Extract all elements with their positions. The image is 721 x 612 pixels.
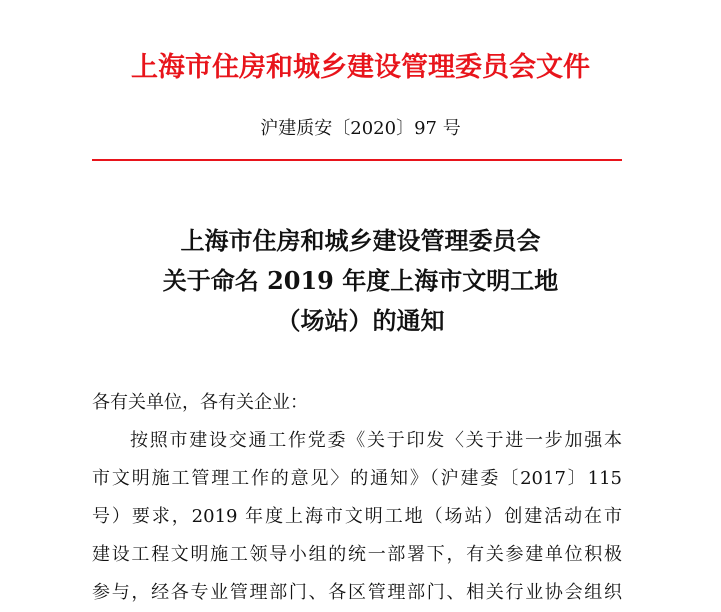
notice-title-line-1: 上海市住房和城乡建设管理委员会	[180, 226, 541, 255]
paragraph-line-2: 市文明施工管理工作的意见〉的通知》（沪建委〔2017〕115	[92, 468, 622, 489]
notice-title	[0, 221, 721, 341]
paragraph-line-1: 按照市建设交通工作党委《关于印发〈关于进一步加强本	[130, 430, 622, 451]
salutation: 各有关单位，各有关企业：	[92, 392, 308, 413]
paragraph-line-5: 参与，经各专业管理部门、各区管理部门、相关行业协会组织	[92, 582, 622, 603]
paragraph-line-4: 建设工程文明施工领导小组的统一部署下，有关参建单位积极	[92, 544, 622, 565]
body-paragraph	[92, 422, 622, 612]
notice-title-line-2: 关于命名 2019 年度上海市文明工地	[162, 266, 559, 295]
notice-title-line-3: （场站）的通知	[276, 306, 445, 335]
document-number: 沪建质安〔2020〕97 号	[260, 118, 461, 139]
issuer-header: 上海市住房和城乡建设管理委员会文件	[131, 52, 590, 83]
paragraph-line-3: 号）要求，2019 年度上海市文明工地（场站）创建活动在市	[92, 506, 622, 527]
red-divider-line	[92, 159, 622, 161]
